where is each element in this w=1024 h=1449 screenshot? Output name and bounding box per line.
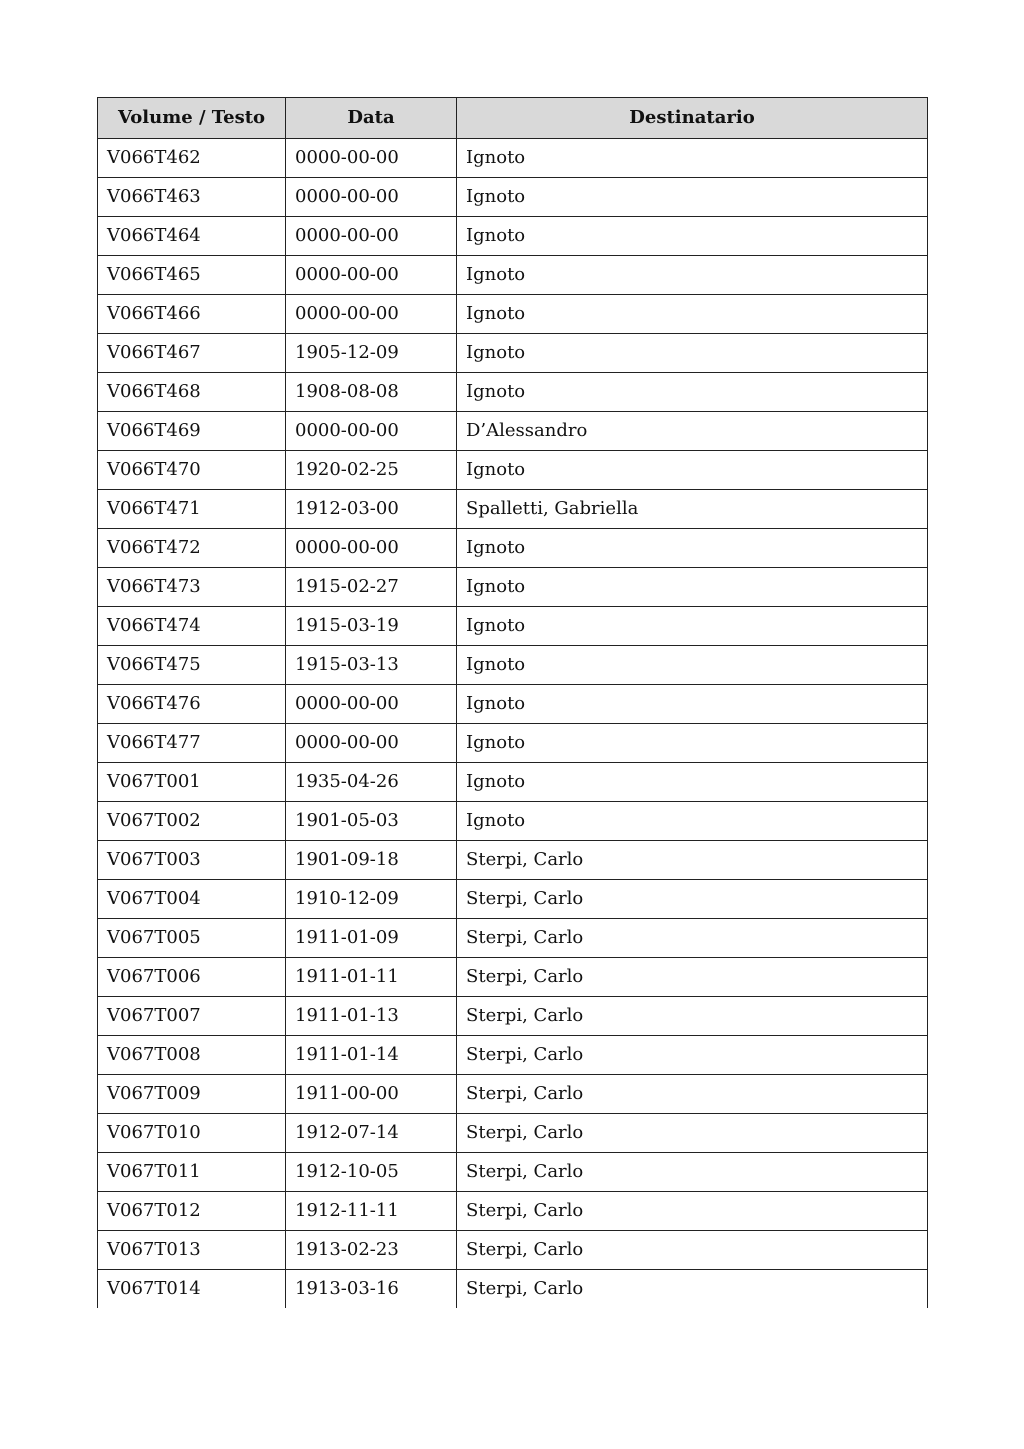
cell-destinatario: Ignoto: [457, 451, 928, 490]
cell-volume-testo: V067T003: [98, 841, 286, 880]
cell-destinatario: Ignoto: [457, 724, 928, 763]
cell-volume-testo: V066T469: [98, 412, 286, 451]
table-row: [98, 568, 928, 607]
cell-destinatario: Sterpi, Carlo: [457, 997, 928, 1036]
cell-destinatario: Ignoto: [457, 529, 928, 568]
cell-volume-testo: V067T010: [98, 1114, 286, 1153]
cell-data: 0000-00-00: [286, 139, 457, 178]
table-row: [98, 1075, 928, 1114]
cell-destinatario: Ignoto: [457, 334, 928, 373]
cell-volume-testo: V067T001: [98, 763, 286, 802]
table-row: [98, 1153, 928, 1192]
cell-data: 0000-00-00: [286, 256, 457, 295]
table-row: [98, 1036, 928, 1075]
cell-data: 1905-12-09: [286, 334, 457, 373]
cell-volume-testo: V067T014: [98, 1270, 286, 1309]
table-row: [98, 997, 928, 1036]
cell-volume-testo: V067T008: [98, 1036, 286, 1075]
table-row: [98, 763, 928, 802]
cell-volume-testo: V066T474: [98, 607, 286, 646]
cell-volume-testo: V066T476: [98, 685, 286, 724]
cell-destinatario: Sterpi, Carlo: [457, 1036, 928, 1075]
cell-data: 1911-00-00: [286, 1075, 457, 1114]
table-row: [98, 958, 928, 997]
cell-volume-testo: V066T464: [98, 217, 286, 256]
table-row: [98, 841, 928, 880]
table-row: [98, 529, 928, 568]
cell-destinatario: Spalletti, Gabriella: [457, 490, 928, 529]
table-row: [98, 295, 928, 334]
table-row: [98, 451, 928, 490]
cell-destinatario: Ignoto: [457, 373, 928, 412]
table-body: [98, 139, 928, 1309]
letters-table: [97, 97, 928, 1308]
cell-data: 0000-00-00: [286, 685, 457, 724]
cell-data: 1913-03-16: [286, 1270, 457, 1309]
cell-data: 0000-00-00: [286, 178, 457, 217]
cell-destinatario: Ignoto: [457, 685, 928, 724]
cell-data: 1915-03-19: [286, 607, 457, 646]
cell-volume-testo: V067T004: [98, 880, 286, 919]
cell-destinatario: Ignoto: [457, 256, 928, 295]
table-row: [98, 880, 928, 919]
table-row: [98, 139, 928, 178]
cell-destinatario: Sterpi, Carlo: [457, 1192, 928, 1231]
cell-volume-testo: V067T012: [98, 1192, 286, 1231]
cell-data: 0000-00-00: [286, 724, 457, 763]
cell-data: 1910-12-09: [286, 880, 457, 919]
cell-data: 1912-10-05: [286, 1153, 457, 1192]
cell-data: 1908-08-08: [286, 373, 457, 412]
cell-data: 1920-02-25: [286, 451, 457, 490]
table-row: [98, 685, 928, 724]
table-row: [98, 1192, 928, 1231]
cell-data: 0000-00-00: [286, 217, 457, 256]
cell-data: 1911-01-11: [286, 958, 457, 997]
cell-volume-testo: V067T007: [98, 997, 286, 1036]
cell-destinatario: Sterpi, Carlo: [457, 1153, 928, 1192]
table-row: [98, 919, 928, 958]
cell-data: 1915-03-13: [286, 646, 457, 685]
cell-volume-testo: V066T463: [98, 178, 286, 217]
cell-destinatario: Ignoto: [457, 607, 928, 646]
cell-volume-testo: V066T465: [98, 256, 286, 295]
table-row: [98, 490, 928, 529]
table-row: [98, 334, 928, 373]
cell-data: 1912-03-00: [286, 490, 457, 529]
cell-volume-testo: V066T470: [98, 451, 286, 490]
table-row: [98, 646, 928, 685]
cell-volume-testo: V067T006: [98, 958, 286, 997]
table-row: [98, 217, 928, 256]
cell-volume-testo: V066T475: [98, 646, 286, 685]
cell-data: 0000-00-00: [286, 529, 457, 568]
cell-volume-testo: V067T009: [98, 1075, 286, 1114]
cell-destinatario: Ignoto: [457, 139, 928, 178]
cell-destinatario: Ignoto: [457, 217, 928, 256]
table-row: [98, 1270, 928, 1309]
table-row: [98, 724, 928, 763]
cell-destinatario: D’Alessandro: [457, 412, 928, 451]
table-row: [98, 178, 928, 217]
cell-volume-testo: V066T477: [98, 724, 286, 763]
cell-destinatario: Sterpi, Carlo: [457, 958, 928, 997]
table-header-row: [98, 98, 928, 139]
cell-volume-testo: V067T002: [98, 802, 286, 841]
header-volume-testo: Volume / Testo: [98, 98, 286, 139]
cell-data: 1901-05-03: [286, 802, 457, 841]
cell-destinatario: Ignoto: [457, 802, 928, 841]
cell-destinatario: Sterpi, Carlo: [457, 1114, 928, 1153]
cell-volume-testo: V066T473: [98, 568, 286, 607]
cell-data: 0000-00-00: [286, 412, 457, 451]
cell-volume-testo: V067T005: [98, 919, 286, 958]
table-row: [98, 1114, 928, 1153]
table-row: [98, 256, 928, 295]
table-row: [98, 607, 928, 646]
table-row: [98, 802, 928, 841]
cell-data: 1915-02-27: [286, 568, 457, 607]
cell-destinatario: Ignoto: [457, 763, 928, 802]
cell-volume-testo: V066T471: [98, 490, 286, 529]
cell-volume-testo: V066T462: [98, 139, 286, 178]
table-row: [98, 373, 928, 412]
cell-destinatario: Sterpi, Carlo: [457, 919, 928, 958]
cell-data: 1913-02-23: [286, 1231, 457, 1270]
cell-volume-testo: V066T472: [98, 529, 286, 568]
cell-volume-testo: V067T013: [98, 1231, 286, 1270]
cell-destinatario: Sterpi, Carlo: [457, 1075, 928, 1114]
cell-data: 1912-07-14: [286, 1114, 457, 1153]
cell-data: 1901-09-18: [286, 841, 457, 880]
cell-destinatario: Ignoto: [457, 295, 928, 334]
header-destinatario: Destinatario: [457, 98, 928, 139]
cell-destinatario: Sterpi, Carlo: [457, 1270, 928, 1309]
cell-data: 1911-01-13: [286, 997, 457, 1036]
cell-data: 1912-11-11: [286, 1192, 457, 1231]
cell-data: 1911-01-14: [286, 1036, 457, 1075]
cell-destinatario: Sterpi, Carlo: [457, 1231, 928, 1270]
table-row: [98, 1231, 928, 1270]
cell-destinatario: Ignoto: [457, 568, 928, 607]
cell-volume-testo: V066T468: [98, 373, 286, 412]
cell-volume-testo: V066T466: [98, 295, 286, 334]
cell-data: 1911-01-09: [286, 919, 457, 958]
cell-volume-testo: V067T011: [98, 1153, 286, 1192]
cell-volume-testo: V066T467: [98, 334, 286, 373]
cell-data: 1935-04-26: [286, 763, 457, 802]
table-row: [98, 412, 928, 451]
cell-data: 0000-00-00: [286, 295, 457, 334]
header-data: Data: [286, 98, 457, 139]
cell-destinatario: Ignoto: [457, 646, 928, 685]
cell-destinatario: Sterpi, Carlo: [457, 841, 928, 880]
cell-destinatario: Ignoto: [457, 178, 928, 217]
cell-destinatario: Sterpi, Carlo: [457, 880, 928, 919]
